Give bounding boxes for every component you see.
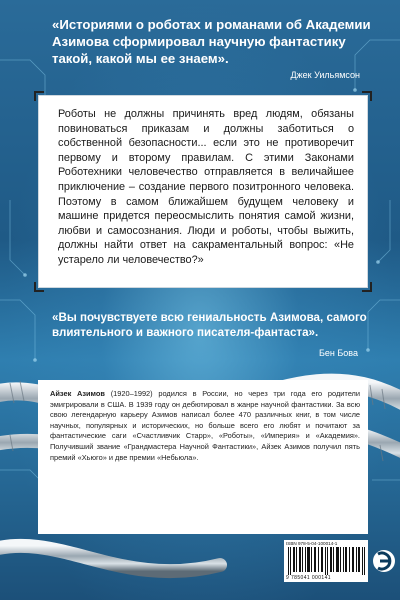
corner-bracket-icon — [362, 282, 372, 292]
quote-top: «Историями о роботах и романами об Академии Азимова сформировал научную фантастику такой, какой мы ее знаем». — [52, 17, 371, 66]
corner-bracket-icon — [34, 91, 44, 101]
author-bio-text: (1920–1992) родился в России, но через три года его родители эмигрировали в США. В 1939 году он дебютировал в жанре научной фантастики. За всю свою легендарную карьеру Азимов написал более 470 различных книг, в том числе научных, популярных и исторических, но больше всего его любят и почитают за фантастические саги «Счастливчик Старр», «Роботы», «Империя» и «Академия». Получивший звание «Грандмастера Научной Фантастики», Айзек Азимов получил пять премий «Хьюго» и две премии «Небьюла». — [50, 389, 360, 462]
barcode-icon — [288, 547, 366, 575]
quote-top-author: Джек Уильямсон — [290, 70, 360, 80]
author-bio — [50, 389, 360, 463]
barcode-digits: 9 785041 000141 — [286, 575, 331, 581]
quote-middle-author: Бен Бова — [319, 348, 358, 358]
isbn-text: ISBN 978-5-04-100014-1 — [286, 541, 338, 546]
corner-bracket-icon — [34, 282, 44, 292]
quote-middle: «Вы почувствуете всю гениальность Азимова, самого влиятельного и важного писателя-фантаста». — [52, 311, 367, 339]
author-bio-box — [38, 380, 368, 534]
annotation-panel — [38, 95, 368, 288]
annotation-text: Роботы не должны причинять вред людям, обязаны повиноваться приказам и должны заботиться о собственной безопасности... если это не противоречит первому и второму правилам. С этими Законами Роботехники человечество отправляется в величайшее приключение – создание первого позитронного человека. Поэтому в самом ближайшем будущем человеку и машине придется переосмыслить понятия самой жизни, любви и самосознания. Люди и роботы, чтобы выжить, должны найти ответ на сакраментальный вопрос: «Не устарело ли человечество?» — [58, 108, 354, 266]
corner-bracket-icon — [362, 91, 372, 101]
eksmo-logo-icon — [372, 540, 396, 582]
author-name: Айзек Азимов — [50, 389, 105, 398]
